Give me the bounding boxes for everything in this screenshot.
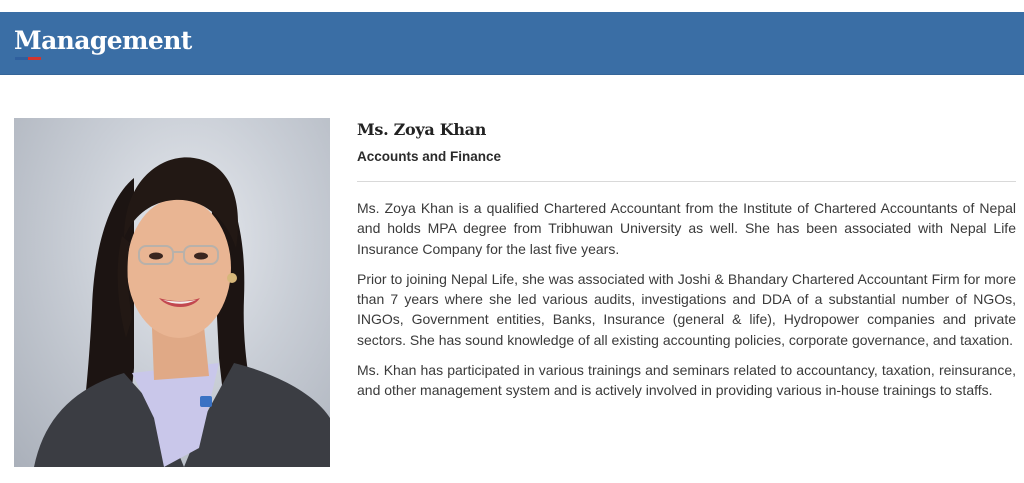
bio-paragraph-2: Prior to joining Nepal Life, she was associated with Joshi & Bhandary Chartered Accountant Firm for more than 7 years where she led various audits, investigations and DDA of a substantial number of NGOs, INGOs, Government entities, Banks, Insurance (general & life), Hydropower companies and private sectors. She has sound knowledge of all existing accounting policies, corporate governance, and taxation. <box>357 270 1016 348</box>
title-underline <box>15 57 41 60</box>
portrait-photo-icon <box>14 118 330 467</box>
underline-red <box>28 57 41 60</box>
top-strip <box>0 0 1024 12</box>
underline-blue <box>15 57 28 60</box>
bio-paragraph-3: Ms. Khan has participated in various trainings and seminars related to accountancy, taxation, reinsurance, and other management system and is actively involved in providing various in-house trainings to staffs. <box>357 362 1016 399</box>
profile-content <box>357 118 1016 401</box>
bio-paragraph-1: Ms. Zoya Khan is a qualified Chartered Accountant from the Institute of Chartered Accountants of Nepal and holds MPA degree from Tribhuwan University as well. She has been associated with Nepal Life Insurance Company for the last five years. <box>357 200 1016 257</box>
divider <box>357 181 1016 182</box>
person-name: Ms. Zoya Khan <box>357 120 487 139</box>
page-banner <box>0 12 1024 75</box>
profile-photo <box>14 118 330 467</box>
person-role: Accounts and Finance <box>357 149 502 164</box>
page-title: Management <box>14 26 192 55</box>
